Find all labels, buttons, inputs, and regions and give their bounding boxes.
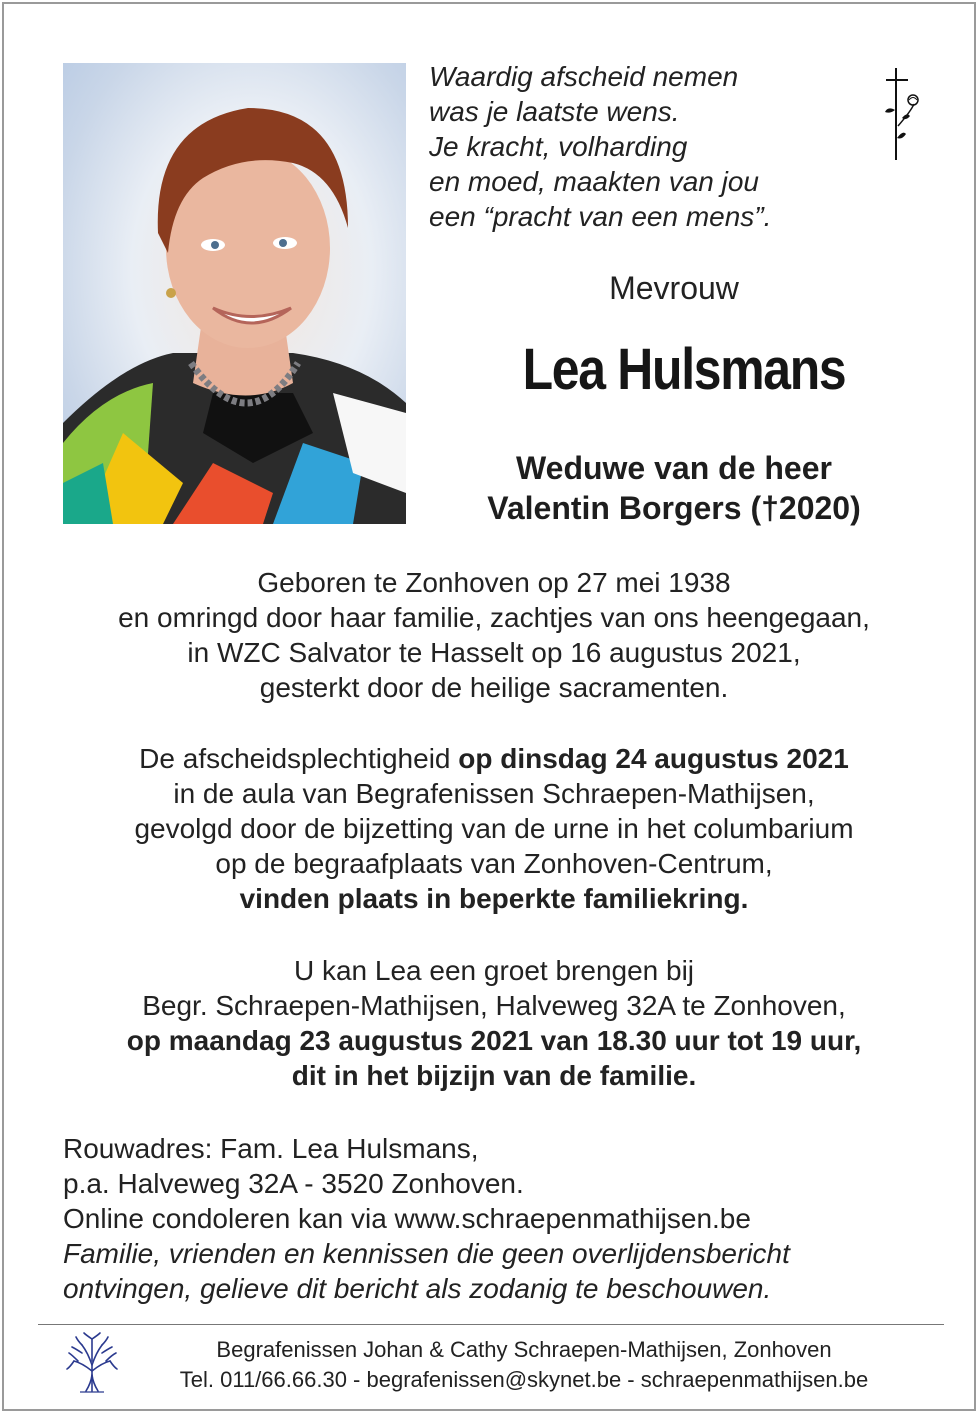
- address-line: Rouwadres: Fam. Lea Hulsmans,: [63, 1133, 479, 1164]
- paragraph-line: gesterkt door de heilige sacramenten.: [259, 672, 729, 703]
- poem-line: Waardig afscheid nemen: [429, 61, 739, 92]
- ceremony-date: op dinsdag 24 augustus 2021: [458, 743, 849, 774]
- widow-line: Weduwe van de heer: [516, 450, 832, 486]
- footer-line: Begrafenissen Johan & Cathy Schraepen-Mathijsen, Zonhoven: [216, 1337, 832, 1362]
- paragraph-line: gevolgd door de bijzetting van de urne in het columbarium: [134, 813, 854, 844]
- paragraph-line: Begr. Schraepen-Mathijsen, Halveweg 32A te Zonhoven,: [142, 990, 846, 1021]
- ceremony-paragraph: [24, 741, 964, 916]
- paragraph-line: Geboren te Zonhoven op 27 mei 1938: [257, 567, 731, 598]
- cross-with-rose-icon: [876, 66, 926, 162]
- portrait-photo: [63, 63, 406, 524]
- paragraph-line: en omringd door haar familie, zachtjes van ons heengegaan,: [118, 602, 870, 633]
- paragraph-line: in de aula van Begrafenissen Schraepen-Mathijsen,: [173, 778, 815, 809]
- footer-divider: [38, 1324, 944, 1325]
- obituary-card: [2, 2, 976, 1411]
- widow-of: [424, 448, 924, 528]
- portrait-illustration: [63, 63, 406, 524]
- paragraph-line: [24, 741, 964, 776]
- poem: [429, 59, 849, 234]
- paragraph-line-bold: vinden plaats in beperkte familiekring.: [239, 883, 749, 914]
- condolence-line: Online condoleren kan via www.schraepenmathijsen.be: [63, 1203, 751, 1234]
- poem-line: een “pracht van een mens”.: [429, 201, 772, 232]
- footer-contact-line: Tel. 011/66.66.30 - begrafenissen@skynet.be - schraepenmathijsen.be: [179, 1367, 869, 1392]
- paragraph-line: U kan Lea een groet brengen bij: [293, 955, 695, 986]
- widow-line: Valentin Borgers (†2020): [487, 490, 861, 526]
- notice-line: Familie, vrienden en kennissen die geen overlijdensbericht: [63, 1238, 790, 1269]
- poem-line: Je kracht, volharding: [429, 131, 688, 162]
- visitation-paragraph: [24, 953, 964, 1093]
- honorific: Mevrouw: [609, 270, 739, 306]
- paragraph-line-bold: dit in het bijzijn van de familie.: [291, 1060, 697, 1091]
- poem-line: was je laatste wens.: [429, 96, 680, 127]
- ceremony-prefix: De afscheidsplechtigheid: [139, 743, 459, 774]
- notice-line: ontvingen, gelieve dit bericht als zodanig te beschouwen.: [63, 1273, 772, 1304]
- tree-logo-icon: [64, 1331, 120, 1393]
- deceased-name: Lea Hulsmans: [522, 337, 846, 402]
- paragraph-line-bold: op maandag 23 augustus 2021 van 18.30 uur tot 19 uur,: [126, 1025, 862, 1056]
- birth-death-paragraph: [24, 565, 964, 705]
- paragraph-line: op de begraafplaats van Zonhoven-Centrum,: [215, 848, 773, 879]
- mourning-address: [63, 1131, 943, 1306]
- paragraph-line: in WZC Salvator te Hasselt op 16 augustus 2021,: [187, 637, 801, 668]
- address-line: p.a. Halveweg 32A - 3520 Zonhoven.: [63, 1168, 524, 1199]
- funeral-home-footer: [124, 1335, 924, 1395]
- poem-line: en moed, maakten van jou: [429, 166, 759, 197]
